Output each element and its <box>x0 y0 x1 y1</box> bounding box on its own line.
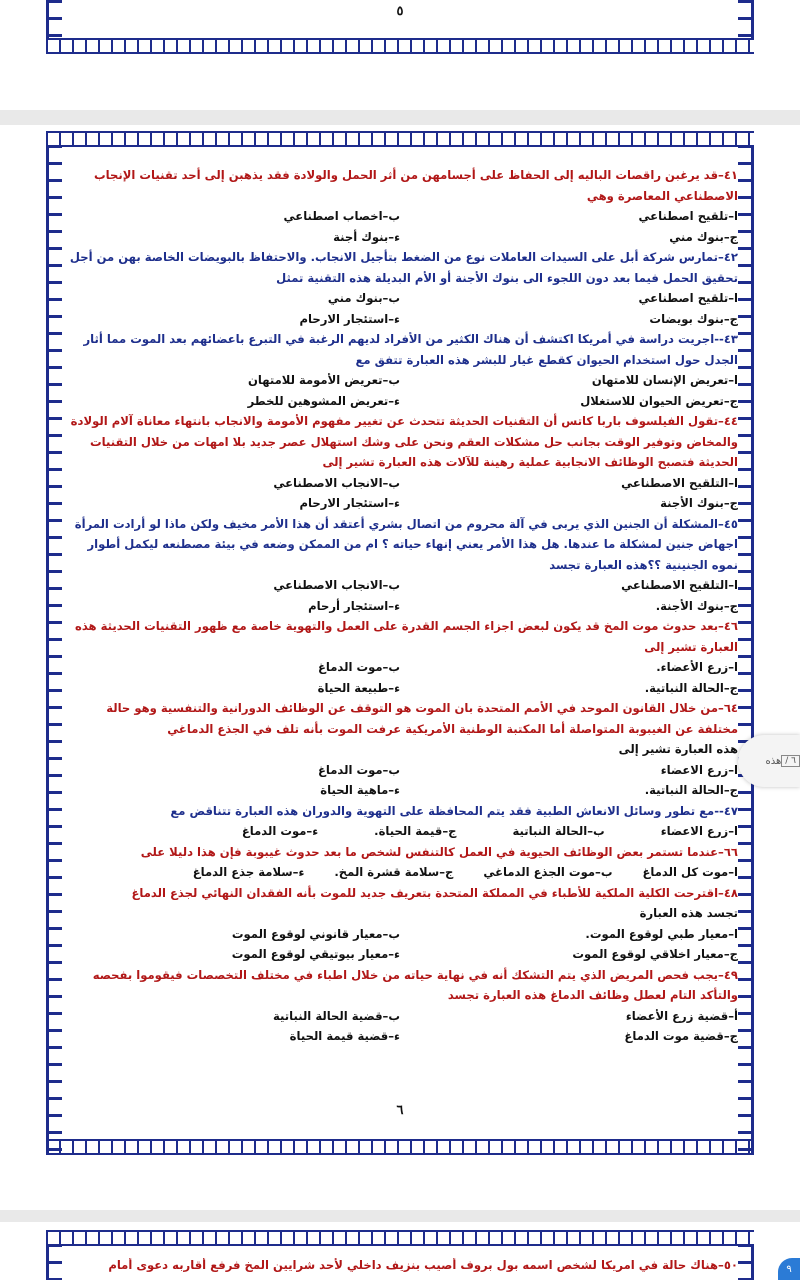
option-b[interactable]: ب–الحالة النباتية <box>512 824 605 838</box>
question-48: ٤٨–اقترحت الكلية الملكية للأطباء في المملكة المتحدة بتعريف جديد للموت بأنه الفقدان النهائي لجذع الدماغ <box>131 885 738 900</box>
border-right <box>738 145 754 1155</box>
option-a[interactable]: ا–التلقيح الاصطناعي <box>621 578 738 592</box>
options-row <box>62 678 738 699</box>
corner-badge[interactable]: ٩ <box>778 1258 800 1280</box>
question-64-tail: هذه العبارة تشير إلى <box>618 742 738 756</box>
border-left <box>46 145 62 1155</box>
option-c[interactable]: ج–الحالة النباتية. <box>644 783 738 797</box>
border-left <box>46 1244 62 1280</box>
option-d[interactable]: ء–سلامة جذع الدماغ <box>192 865 305 879</box>
question-64: ٦٤–من خلال القانون الموحد في الأمم المتحدة بان الموت هو التوقف عن الوظائف الدورانية والتنفسية وهو حالة مختلفة عن الغيبوبة المتواصلة أما المكتبة الوطنية الأمريكية عرفت الموت بأنه تلف في الجذع الدماغي <box>106 701 738 736</box>
option-d[interactable]: ء–ماهية الحياة <box>320 783 400 797</box>
option-c[interactable]: ج–قضية موت الدماغ <box>624 1029 738 1043</box>
options-row <box>62 493 738 514</box>
option-a[interactable]: ا–التلقيح الاصطناعي <box>621 475 738 490</box>
options-row <box>62 575 738 596</box>
question-48-tail: تجسد هذه العبارة <box>639 906 738 920</box>
option-d[interactable]: ء–تعريض المشوهين للخطر <box>247 393 400 408</box>
question-46: ٤٦–بعد حدوث موت المخ قد يكون لبعض اجزاء الجسم القدرة على العمل والتهوية خاصة مع ظهور التقنيات الحديثة هذه العبارة تشير إلى <box>74 619 738 654</box>
option-c[interactable]: ج–معيار اخلاقي لوقوع الموت <box>572 947 738 961</box>
options-row <box>62 944 738 965</box>
option-c[interactable]: ج–بنوك مني <box>669 229 738 244</box>
question-41: ٤١–قد يرغبن راقصات الباليه إلى الحفاظ على أجسامهن من أثر الحمل والولادة فقد يذهبن إلى أحد تقنيات الإنجاب الاصطناعي المعاصرة وهي <box>94 168 738 203</box>
border-top <box>46 131 754 147</box>
page-number: ٦ <box>396 1103 404 1118</box>
option-b[interactable]: ب–الانجاب الاصطناعي <box>273 475 400 490</box>
options-row <box>62 924 738 945</box>
option-b[interactable]: ب–قضية الحالة النباتية <box>273 1008 400 1023</box>
question-45: ٤٥–المشكلة أن الجنين الذي يربى في آلة محروم من اتصال بشري أعتقد أن هذا الأمر مخيف ولكن ماذا لو أرادت المرأة اجهاض جنين لمشكلة ما عندها. هل هذا الأمر يعني إنهاء حياته ؟ ام من الممكن وضعه في بيئة مصطنعه ليكمل أطوار نموه الجنينية ؟؟هذه العبارة تجسد <box>74 516 738 572</box>
exam-page <box>0 125 800 1210</box>
options-row <box>62 391 738 412</box>
next-page <box>0 1222 800 1280</box>
border-bottom <box>46 1139 754 1155</box>
options-row <box>62 227 738 248</box>
question-49: ٤٩–يجب فحص المريض الذي يتم التشكك أنه في نهاية حياته من خلال اطباء في مختلف التخصصات فيقوموا بفحصه والتأكد التام لعطل وظائف الدماغ هذه العبارة تجسد <box>92 967 738 1002</box>
question-50: ٥٠–هناك حالة في امريكا لشخص اسمه بول بروف أصيب بنزيف داخلي لأحد شرايين المخ فرفع أقاربه دعوى أمام <box>108 1258 738 1272</box>
page-number: ٥ <box>396 4 404 19</box>
option-d[interactable]: ء–معيار بيوتيقي لوقوع الموت <box>231 947 400 961</box>
option-b[interactable]: ب–بنوك مني <box>327 291 400 305</box>
options-row <box>62 473 738 494</box>
option-a[interactable]: ا–معيار طبي لوقوع الموت. <box>585 926 738 941</box>
page-indicator-label: هذه <box>765 755 782 767</box>
option-b[interactable]: ب–موت الجذع الدماغي <box>483 865 613 879</box>
top-page <box>0 0 800 110</box>
options-row <box>62 657 738 678</box>
option-d[interactable]: ء–موت الدماغ <box>241 824 319 838</box>
option-c[interactable]: ج–قيمة الحياة. <box>374 824 457 838</box>
option-c[interactable]: ج–سلامة قشرة المخ. <box>334 865 454 879</box>
option-a[interactable]: أ–قضية زرع الأعضاء <box>625 1008 738 1023</box>
options-row <box>62 1026 738 1047</box>
option-a[interactable]: ا–زرع الاعضاء <box>660 824 738 838</box>
option-b[interactable]: ب–معيار قانوني لوقوع الموت <box>231 926 400 941</box>
option-c[interactable]: ج–بنوك الأجنة. <box>655 598 738 613</box>
option-a[interactable]: ا–تلقيح اصطناعي <box>638 209 738 223</box>
question-44: ٤٤–تقول الفيلسوف باربا كاتس أن التقنيات الحديثة تتحدث عن تغيير مفهوم الأمومة والانجاب بانتهاء معاناة آلام الولادة والمخاض وتوفير الوقت بجانب حل مشكلات العقم ونحن على وشك استهلال عصر جديد بلا امهات من خلال التقنيات الحديثة فتصبح الوظائف الانجابية عملية رهينة للآلات هذه العبارة تشير إلى <box>70 414 738 469</box>
options-row <box>62 370 738 391</box>
question-43: ٤٣--اجريت دراسة في أمريكا اكتشف أن هناك الكثير من الأفراد لديهم الرغبة في التبرع باعضائهم بعد الموت مما أثار الجدل حول استخدام الحيوان كقطع غيار للبشر هذه العبارة تتفق مع <box>83 332 738 367</box>
question-66: ٦٦–عندما تستمر بعض الوظائف الحيوية في العمل كالتنفس لشخص ما بعد حدوث غيبوبة فإن هذا دليلا على <box>140 844 738 859</box>
option-b[interactable]: ب–اخصاب اصطناعي <box>283 209 400 223</box>
option-c[interactable]: ج–بنوك الأجنة <box>660 496 738 510</box>
option-c[interactable]: ج–بنوك بويضات <box>649 311 738 326</box>
options-row <box>62 760 738 781</box>
option-b[interactable]: ب–الانجاب الاصطناعي <box>273 578 400 592</box>
options-row <box>62 206 738 227</box>
page-indicator: ٦ / <box>781 755 800 767</box>
question-47: ٤٧--مع تطور وسائل الانعاش الطبية فقد يتم المحافظة على التهوية والدوران هذه العبارة تتناقض مع <box>170 803 738 818</box>
questions-block <box>62 165 738 1047</box>
option-a[interactable]: ا–موت كل الدماغ <box>642 865 738 879</box>
options-row <box>62 288 738 309</box>
option-b[interactable]: ب–موت الدماغ <box>317 762 400 777</box>
option-a[interactable]: ا–تعريض الإنسان للامتهان <box>591 373 738 387</box>
option-d[interactable]: ء–قضية قيمة الحياة <box>289 1029 400 1043</box>
option-b[interactable]: ب–موت الدماغ <box>317 660 400 674</box>
option-d[interactable]: ء–استئجار الارحام <box>299 496 400 510</box>
options-row <box>62 780 738 801</box>
border-right <box>738 1244 754 1280</box>
page-indicator-tab[interactable] <box>738 735 800 787</box>
border-top <box>46 1230 754 1246</box>
option-a[interactable]: ا–زرع الأعضاء. <box>656 660 738 674</box>
border-bottom <box>46 38 754 54</box>
option-c[interactable]: ج–تعريض الحيوان للاستغلال <box>580 393 738 408</box>
option-b[interactable]: ب–تعريض الأمومة للامتهان <box>247 373 400 387</box>
question-42: ٤٢–تمارس شركة أبل على السيدات العاملات نوع من الضغط بتأجيل الانجاب. والاحتفاظ بالبويضات الخاصة بهن من أجل تحقيق الحمل فيما بعد دون اللجوء الى بنوك الأجنة أو الأم البديلة هذه التقنية تمثل <box>69 250 738 285</box>
option-c[interactable]: ج–الحالة النباتية. <box>644 680 738 695</box>
option-d[interactable]: ء–بنوك أجنة <box>333 229 400 244</box>
option-d[interactable]: ء–استئجار أرحام <box>308 598 400 613</box>
options-row <box>62 862 738 883</box>
options-row <box>62 596 738 617</box>
option-d[interactable]: ء–استئجار الارحام <box>299 311 400 326</box>
options-row <box>62 821 738 842</box>
option-a[interactable]: ا–تلقيح اصطناعي <box>638 291 738 305</box>
options-row <box>62 1006 738 1027</box>
option-d[interactable]: ء–طبيعة الحياة <box>317 680 400 695</box>
options-row <box>62 309 738 330</box>
option-a[interactable]: ا–زرع الاعضاء <box>660 762 738 777</box>
